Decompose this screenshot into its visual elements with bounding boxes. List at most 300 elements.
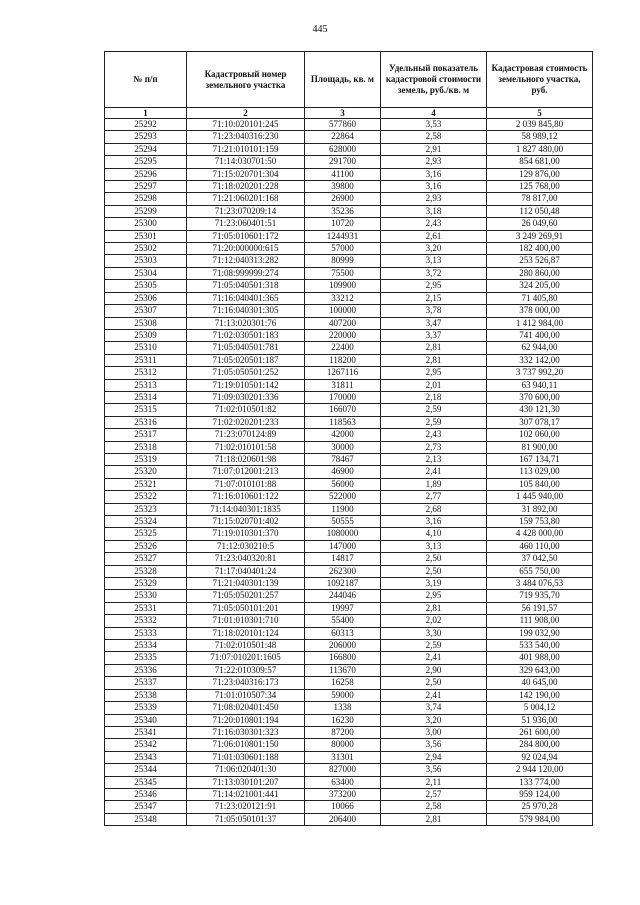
cell-area: 26900 <box>305 193 381 205</box>
cell-row-number: 25338 <box>105 689 187 701</box>
cell-row-number: 25318 <box>105 441 187 453</box>
table-row <box>105 329 593 341</box>
cell-area: 220000 <box>305 329 381 341</box>
table-row <box>105 280 593 292</box>
cell-cadastral-cost: 719 935,70 <box>487 590 593 602</box>
cell-cadastral-cost: 129 876,00 <box>487 168 593 180</box>
cell-row-number: 25309 <box>105 329 187 341</box>
cell-cadastral-number: 71:17:040401:24 <box>187 565 305 577</box>
cell-cadastral-cost: 5 004,12 <box>487 702 593 714</box>
table-row <box>105 565 593 577</box>
cell-row-number: 25325 <box>105 528 187 540</box>
cell-row-number: 25295 <box>105 156 187 168</box>
cell-cadastral-cost: 71 405,80 <box>487 292 593 304</box>
cell-cadastral-number: 71:02:010501:82 <box>187 404 305 416</box>
cell-area: 373200 <box>305 788 381 800</box>
cell-area: 41100 <box>305 168 381 180</box>
cell-cadastral-cost: 1 827 480,00 <box>487 143 593 155</box>
cell-area: 31811 <box>305 379 381 391</box>
table-row <box>105 739 593 751</box>
cell-row-number: 25314 <box>105 391 187 403</box>
cell-cadastral-number: 71:02:030501:183 <box>187 329 305 341</box>
table-row <box>105 726 593 738</box>
cell-unit-rate: 2,43 <box>381 429 487 441</box>
cell-area: 1267116 <box>305 367 381 379</box>
cell-unit-rate: 2,81 <box>381 813 487 825</box>
cell-area: 100000 <box>305 305 381 317</box>
cell-unit-rate: 2,57 <box>381 788 487 800</box>
cell-unit-rate: 2,61 <box>381 230 487 242</box>
cell-area: 55400 <box>305 615 381 627</box>
cell-cadastral-number: 71:10:020101:245 <box>187 119 305 131</box>
cell-cadastral-number: 71:14:021001:441 <box>187 788 305 800</box>
cell-row-number: 25322 <box>105 491 187 503</box>
cell-cadastral-cost: 460 110,00 <box>487 540 593 552</box>
cell-area: 14817 <box>305 553 381 565</box>
cell-unit-rate: 2,41 <box>381 652 487 664</box>
table-row <box>105 788 593 800</box>
table-row <box>105 578 593 590</box>
cell-row-number: 25303 <box>105 255 187 267</box>
cell-cadastral-number: 71:21:010101:159 <box>187 143 305 155</box>
cell-cadastral-cost: 655 750,00 <box>487 565 593 577</box>
cell-row-number: 25305 <box>105 280 187 292</box>
table-row <box>105 813 593 825</box>
cell-cadastral-cost: 62 944,00 <box>487 342 593 354</box>
cell-cadastral-number: 71:02:010501:48 <box>187 640 305 652</box>
cell-row-number: 25306 <box>105 292 187 304</box>
cell-row-number: 25336 <box>105 664 187 676</box>
cell-unit-rate: 2,59 <box>381 640 487 652</box>
cell-cadastral-cost: 1 445 940,00 <box>487 491 593 503</box>
cell-area: 57000 <box>305 243 381 255</box>
cell-cadastral-number: 71:09:030201:336 <box>187 391 305 403</box>
table-row <box>105 292 593 304</box>
cell-cadastral-number: 71:12:040313:282 <box>187 255 305 267</box>
table-row <box>105 516 593 528</box>
cell-area: 39800 <box>305 181 381 193</box>
cell-cadastral-number: 71:08:999999:274 <box>187 267 305 279</box>
cell-cadastral-number: 71:12:030210:5 <box>187 540 305 552</box>
cell-row-number: 25320 <box>105 466 187 478</box>
cell-area: 1338 <box>305 702 381 714</box>
cell-row-number: 25316 <box>105 416 187 428</box>
cell-cadastral-number: 71:01:030601:188 <box>187 751 305 763</box>
cell-cadastral-cost: 284 800,00 <box>487 739 593 751</box>
cell-unit-rate: 2,95 <box>381 590 487 602</box>
cell-area: 147000 <box>305 540 381 552</box>
table-row <box>105 131 593 143</box>
table-row <box>105 243 593 255</box>
cell-cadastral-number: 71:02:010101:58 <box>187 441 305 453</box>
cell-cadastral-number: 71:01:010507:34 <box>187 689 305 701</box>
cell-row-number: 25312 <box>105 367 187 379</box>
cell-unit-rate: 2,50 <box>381 553 487 565</box>
cell-area: 628000 <box>305 143 381 155</box>
table-row <box>105 367 593 379</box>
cell-unit-rate: 2,59 <box>381 416 487 428</box>
cell-area: 206000 <box>305 640 381 652</box>
cell-unit-rate: 2,94 <box>381 751 487 763</box>
cell-unit-rate: 3,53 <box>381 119 487 131</box>
table-row <box>105 664 593 676</box>
cell-cadastral-number: 71:05:050101:201 <box>187 602 305 614</box>
cell-area: 10720 <box>305 218 381 230</box>
cell-area: 11900 <box>305 503 381 515</box>
cell-cadastral-number: 71:14:040301:1835 <box>187 503 305 515</box>
cell-row-number: 25324 <box>105 516 187 528</box>
cell-area: 63400 <box>305 776 381 788</box>
cell-unit-rate: 2,93 <box>381 156 487 168</box>
cell-cadastral-cost: 182 400,00 <box>487 243 593 255</box>
cell-cadastral-cost: 81 900,00 <box>487 441 593 453</box>
cell-unit-rate: 2,90 <box>381 664 487 676</box>
header-row-number: № п/п <box>105 52 187 108</box>
cell-cadastral-cost: 253 526,87 <box>487 255 593 267</box>
cell-area: 30000 <box>305 441 381 453</box>
table-row <box>105 553 593 565</box>
table-row <box>105 416 593 428</box>
cell-cadastral-cost: 167 134,71 <box>487 453 593 465</box>
cell-cadastral-cost: 125 768,00 <box>487 181 593 193</box>
cell-row-number: 25302 <box>105 243 187 255</box>
cell-cadastral-number: 71:05:020501:187 <box>187 354 305 366</box>
cell-unit-rate: 2,43 <box>381 218 487 230</box>
table-header-row <box>105 52 593 108</box>
cell-cadastral-number: 71:13:030101:207 <box>187 776 305 788</box>
cell-row-number: 25301 <box>105 230 187 242</box>
cell-area: 166070 <box>305 404 381 416</box>
cell-cadastral-number: 71:15:020701:304 <box>187 168 305 180</box>
cell-unit-rate: 3,20 <box>381 714 487 726</box>
cell-row-number: 25296 <box>105 168 187 180</box>
cell-area: 827000 <box>305 764 381 776</box>
cell-row-number: 25319 <box>105 453 187 465</box>
cell-area: 1080000 <box>305 528 381 540</box>
cell-row-number: 25298 <box>105 193 187 205</box>
cell-cadastral-number: 71:23:070209:14 <box>187 205 305 217</box>
cell-row-number: 25343 <box>105 751 187 763</box>
cell-row-number: 25335 <box>105 652 187 664</box>
table-row <box>105 354 593 366</box>
cell-cadastral-cost: 133 774,00 <box>487 776 593 788</box>
table-row <box>105 429 593 441</box>
table-row <box>105 466 593 478</box>
cell-unit-rate: 3,13 <box>381 255 487 267</box>
cell-cadastral-cost: 63 940,11 <box>487 379 593 391</box>
table-row <box>105 677 593 689</box>
cell-cadastral-number: 71:18:020101:124 <box>187 627 305 639</box>
cell-cadastral-number: 71:05:050101:37 <box>187 813 305 825</box>
cell-area: 22864 <box>305 131 381 143</box>
cell-unit-rate: 3,16 <box>381 181 487 193</box>
table-row <box>105 453 593 465</box>
cell-area: 16230 <box>305 714 381 726</box>
cell-row-number: 25310 <box>105 342 187 354</box>
cell-unit-rate: 3,00 <box>381 726 487 738</box>
cell-unit-rate: 2,68 <box>381 503 487 515</box>
cell-cadastral-cost: 401 988,00 <box>487 652 593 664</box>
cell-unit-rate: 2,59 <box>381 404 487 416</box>
table-row <box>105 776 593 788</box>
table-row <box>105 441 593 453</box>
table-row <box>105 317 593 329</box>
header-area: Площадь, кв. м <box>305 52 381 108</box>
table-row <box>105 342 593 354</box>
cell-area: 22400 <box>305 342 381 354</box>
cell-area: 262300 <box>305 565 381 577</box>
cell-row-number: 25326 <box>105 540 187 552</box>
table-row <box>105 528 593 540</box>
cell-unit-rate: 2,41 <box>381 466 487 478</box>
cell-unit-rate: 3,78 <box>381 305 487 317</box>
cadastral-value-table <box>104 51 593 826</box>
cell-unit-rate: 3,37 <box>381 329 487 341</box>
cell-unit-rate: 2,15 <box>381 292 487 304</box>
cell-cadastral-number: 71:23:040320:81 <box>187 553 305 565</box>
cell-row-number: 25327 <box>105 553 187 565</box>
cell-unit-rate: 3,18 <box>381 205 487 217</box>
cell-cadastral-cost: 533 540,00 <box>487 640 593 652</box>
cell-cadastral-number: 71:23:070124:89 <box>187 429 305 441</box>
cell-row-number: 25294 <box>105 143 187 155</box>
cell-cadastral-number: 71:07:012001:213 <box>187 466 305 478</box>
cell-cadastral-cost: 854 681,00 <box>487 156 593 168</box>
cell-row-number: 25346 <box>105 788 187 800</box>
cell-cadastral-cost: 430 121,30 <box>487 404 593 416</box>
cell-cadastral-cost: 58 989,12 <box>487 131 593 143</box>
cell-area: 206400 <box>305 813 381 825</box>
cell-area: 56000 <box>305 478 381 490</box>
table-row <box>105 218 593 230</box>
cell-cadastral-cost: 112 050,48 <box>487 205 593 217</box>
cell-cadastral-cost: 159 753,80 <box>487 516 593 528</box>
cell-unit-rate: 3,16 <box>381 516 487 528</box>
cell-unit-rate: 2,18 <box>381 391 487 403</box>
table-row <box>105 230 593 242</box>
cell-row-number: 25315 <box>105 404 187 416</box>
cell-area: 75500 <box>305 267 381 279</box>
cell-cadastral-number: 71:18:020601:98 <box>187 453 305 465</box>
cell-row-number: 25307 <box>105 305 187 317</box>
cell-cadastral-number: 71:21:040301:139 <box>187 578 305 590</box>
cell-cadastral-cost: 2 944 120,00 <box>487 764 593 776</box>
cell-area: 80000 <box>305 739 381 751</box>
cell-cadastral-cost: 31 892,00 <box>487 503 593 515</box>
cell-unit-rate: 2,93 <box>381 193 487 205</box>
cell-area: 109900 <box>305 280 381 292</box>
table-row <box>105 168 593 180</box>
cell-cadastral-cost: 105 840,00 <box>487 478 593 490</box>
table-row <box>105 602 593 614</box>
cell-row-number: 25313 <box>105 379 187 391</box>
cell-cadastral-cost: 370 600,00 <box>487 391 593 403</box>
cell-row-number: 25323 <box>105 503 187 515</box>
table-row <box>105 491 593 503</box>
cell-cadastral-cost: 307 078,17 <box>487 416 593 428</box>
column-number: 4 <box>381 108 487 119</box>
cell-cadastral-cost: 92 024,94 <box>487 751 593 763</box>
cell-cadastral-number: 71:13:020301:76 <box>187 317 305 329</box>
cell-cadastral-cost: 26 049,60 <box>487 218 593 230</box>
cell-row-number: 25340 <box>105 714 187 726</box>
cell-cadastral-number: 71:16:010601:122 <box>187 491 305 503</box>
cell-area: 35236 <box>305 205 381 217</box>
cell-row-number: 25337 <box>105 677 187 689</box>
table-row <box>105 764 593 776</box>
cell-cadastral-number: 71:16:030301:323 <box>187 726 305 738</box>
table-row <box>105 801 593 813</box>
cell-cadastral-cost: 3 737 992,20 <box>487 367 593 379</box>
cell-cadastral-number: 71:15:020701:402 <box>187 516 305 528</box>
cell-unit-rate: 1,89 <box>381 478 487 490</box>
table-row <box>105 119 593 131</box>
header-cadastral-number: Кадастровый номер земельного участка <box>187 52 305 108</box>
cell-area: 522000 <box>305 491 381 503</box>
table-row <box>105 590 593 602</box>
table-row <box>105 255 593 267</box>
cell-row-number: 25341 <box>105 726 187 738</box>
cell-cadastral-cost: 741 400,00 <box>487 329 593 341</box>
cell-cadastral-number: 71:05:050201:257 <box>187 590 305 602</box>
header-unit-rate: Удельный показатель кадастровой стоимости земель, руб./кв. м <box>381 52 487 108</box>
cell-area: 1092187 <box>305 578 381 590</box>
table-row <box>105 143 593 155</box>
cell-row-number: 25347 <box>105 801 187 813</box>
cell-area: 87200 <box>305 726 381 738</box>
cell-cadastral-cost: 329 643,00 <box>487 664 593 676</box>
cell-unit-rate: 3,74 <box>381 702 487 714</box>
cell-area: 244046 <box>305 590 381 602</box>
cell-area: 118563 <box>305 416 381 428</box>
cell-cadastral-cost: 3 484 076,53 <box>487 578 593 590</box>
page-number: 445 <box>312 24 328 35</box>
cell-unit-rate: 2,95 <box>381 280 487 292</box>
cell-row-number: 25297 <box>105 181 187 193</box>
cell-unit-rate: 2,58 <box>381 131 487 143</box>
cell-unit-rate: 2,41 <box>381 689 487 701</box>
cell-unit-rate: 2,73 <box>381 441 487 453</box>
cell-cadastral-cost: 332 142,00 <box>487 354 593 366</box>
cell-cadastral-number: 71:14:030701:50 <box>187 156 305 168</box>
cell-area: 10066 <box>305 801 381 813</box>
table-row <box>105 305 593 317</box>
cell-area: 170000 <box>305 391 381 403</box>
cell-cadastral-cost: 113 029,00 <box>487 466 593 478</box>
cell-row-number: 25334 <box>105 640 187 652</box>
table-row <box>105 404 593 416</box>
table-row <box>105 640 593 652</box>
column-number: 3 <box>305 108 381 119</box>
column-number: 2 <box>187 108 305 119</box>
cell-cadastral-cost: 579 984,00 <box>487 813 593 825</box>
cell-area: 50555 <box>305 516 381 528</box>
table-row <box>105 714 593 726</box>
cell-cadastral-cost: 102 060,00 <box>487 429 593 441</box>
table-row <box>105 751 593 763</box>
column-number-row <box>105 108 593 119</box>
cell-cadastral-number: 71:22:010309:57 <box>187 664 305 676</box>
table-row <box>105 181 593 193</box>
cell-row-number: 25292 <box>105 119 187 131</box>
table-row <box>105 615 593 627</box>
cell-cadastral-number: 71:05:040501:781 <box>187 342 305 354</box>
cell-cadastral-number: 71:08:020401:450 <box>187 702 305 714</box>
cell-cadastral-cost: 51 936,00 <box>487 714 593 726</box>
cell-row-number: 25304 <box>105 267 187 279</box>
cell-row-number: 25328 <box>105 565 187 577</box>
table-row <box>105 478 593 490</box>
cell-unit-rate: 3,56 <box>381 739 487 751</box>
cell-unit-rate: 2,81 <box>381 354 487 366</box>
cell-area: 33212 <box>305 292 381 304</box>
cell-cadastral-cost: 25 970,28 <box>487 801 593 813</box>
cell-cadastral-number: 71:05:010601:172 <box>187 230 305 242</box>
cell-area: 16258 <box>305 677 381 689</box>
cell-row-number: 25345 <box>105 776 187 788</box>
cell-cadastral-cost: 56 191,57 <box>487 602 593 614</box>
cell-area: 118200 <box>305 354 381 366</box>
cell-area: 31301 <box>305 751 381 763</box>
cell-unit-rate: 3,20 <box>381 243 487 255</box>
table-row <box>105 540 593 552</box>
cell-row-number: 25342 <box>105 739 187 751</box>
table-body <box>105 119 593 826</box>
cell-unit-rate: 4,10 <box>381 528 487 540</box>
cell-unit-rate: 3,72 <box>381 267 487 279</box>
cell-area: 577860 <box>305 119 381 131</box>
cell-cadastral-cost: 2 039 845,80 <box>487 119 593 131</box>
cell-row-number: 25344 <box>105 764 187 776</box>
cell-cadastral-cost: 4 428 000,00 <box>487 528 593 540</box>
cell-unit-rate: 2,58 <box>381 801 487 813</box>
cell-cadastral-number: 71:23:060401:51 <box>187 218 305 230</box>
cell-area: 19997 <box>305 602 381 614</box>
cell-cadastral-number: 71:05:050501:252 <box>187 367 305 379</box>
cell-cadastral-cost: 78 817,00 <box>487 193 593 205</box>
cell-cadastral-number: 71:05:040501:318 <box>187 280 305 292</box>
cell-unit-rate: 3,16 <box>381 168 487 180</box>
cell-unit-rate: 2,95 <box>381 367 487 379</box>
cell-cadastral-cost: 959 124,00 <box>487 788 593 800</box>
column-number: 5 <box>487 108 593 119</box>
cell-cadastral-number: 71:23:040316:230 <box>187 131 305 143</box>
cell-unit-rate: 3,13 <box>381 540 487 552</box>
table-row <box>105 689 593 701</box>
cell-cadastral-number: 71:21:060201:168 <box>187 193 305 205</box>
cell-cadastral-number: 71:20:010801:194 <box>187 714 305 726</box>
cell-area: 1244931 <box>305 230 381 242</box>
cell-cadastral-number: 71:07:010201:1605 <box>187 652 305 664</box>
cell-area: 42000 <box>305 429 381 441</box>
cell-cadastral-number: 71:16:040301:305 <box>187 305 305 317</box>
cell-cadastral-cost: 111 908,00 <box>487 615 593 627</box>
cell-cadastral-number: 71:07:010101:88 <box>187 478 305 490</box>
cell-cadastral-number: 71:06:010801:150 <box>187 739 305 751</box>
cell-cadastral-cost: 199 032,90 <box>487 627 593 639</box>
cell-unit-rate: 2,13 <box>381 453 487 465</box>
cell-unit-rate: 2,11 <box>381 776 487 788</box>
cell-row-number: 25299 <box>105 205 187 217</box>
cell-unit-rate: 2,81 <box>381 602 487 614</box>
cell-area: 407200 <box>305 317 381 329</box>
cell-cadastral-number: 71:16:040401:365 <box>187 292 305 304</box>
cell-unit-rate: 2,50 <box>381 565 487 577</box>
cell-row-number: 25311 <box>105 354 187 366</box>
cell-row-number: 25348 <box>105 813 187 825</box>
cell-cadastral-number: 71:19:010501:142 <box>187 379 305 391</box>
cell-cadastral-cost: 37 042,50 <box>487 553 593 565</box>
